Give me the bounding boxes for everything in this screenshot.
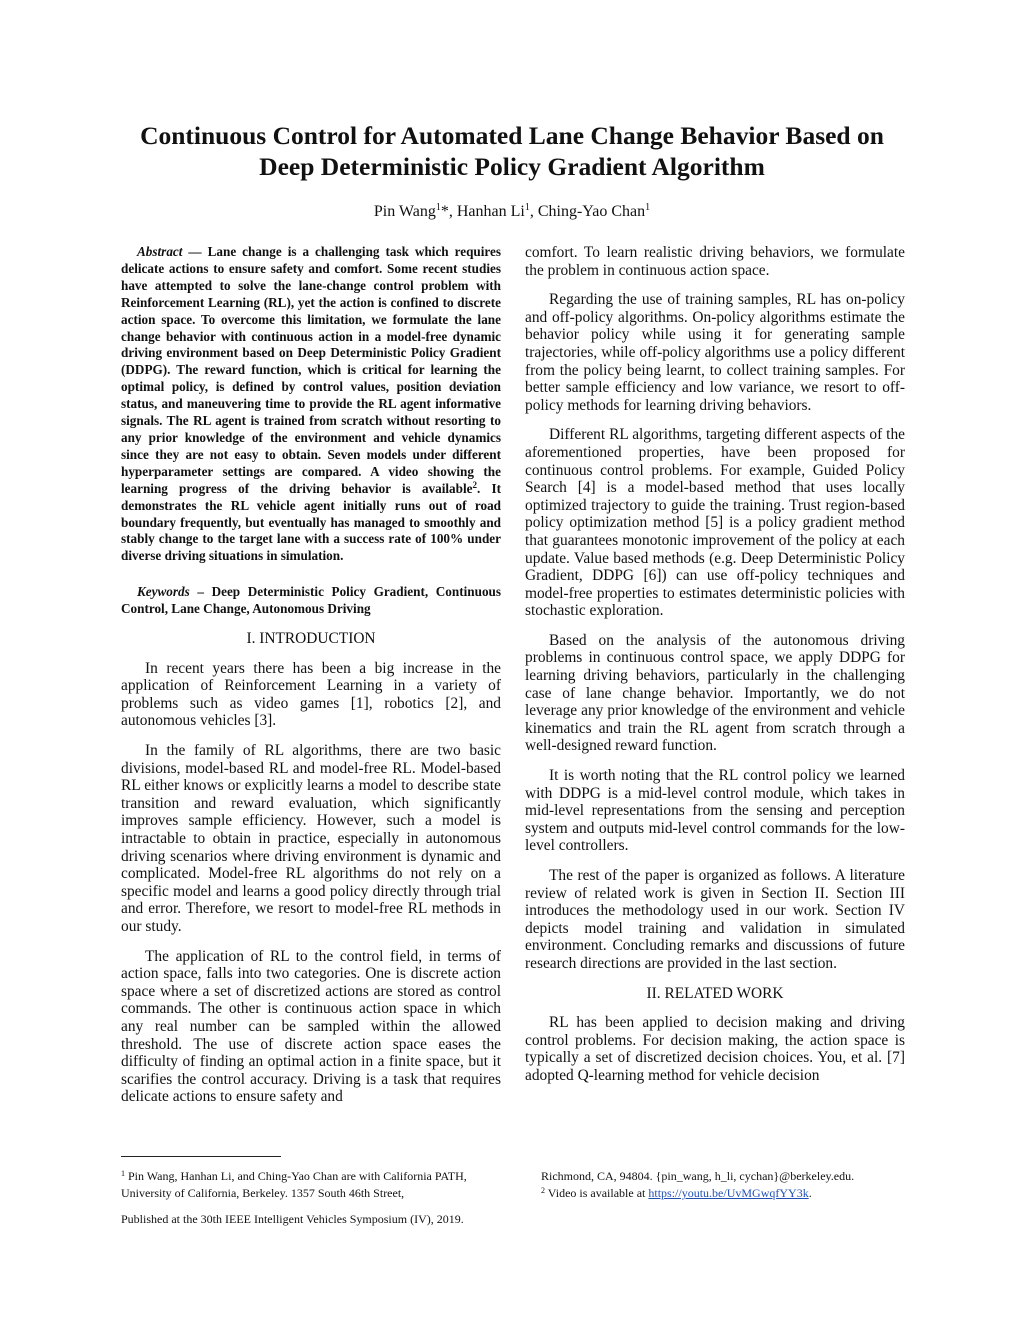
title-line-1: Continuous Control for Automated Lane Change Behavior Based on bbox=[140, 121, 884, 150]
left-column bbox=[121, 244, 501, 1106]
author-separator: , bbox=[529, 203, 538, 220]
abstract-text: Lane change is a challenging task which requires delicate actions to ensure safety and comfort. Some recent studies have attempted to solve the lane-change control problem with Reinforcement Learning (RL), yet the action is confined to discrete action space. To overcome this limitation, we formulate the lane change behavior with continuous action in a model-free dynamic driving environment based on Deep Deterministic Policy Gradient (DDPG). The reward function, which is critical for learning the optimal policy, is defined by control values, position deviation status, and maneuvering time to provide the RL agent informative signals. The RL agent is trained from scratch without resorting to any prior knowledge of the environment and vehicle dynamics since they are not easy to obtain. Seven models under different hyperparameter settings are compared. A video showing the learning progress of the driving behavior is available bbox=[121, 244, 502, 496]
paragraph: It is worth noting that the RL control policy we learned with DDPG is a mid-level control module, which takes in mid-level representations from the sensing and perception system and outputs mid-level control commands for the low-level controllers. bbox=[525, 767, 905, 855]
author-affiliation: 1 bbox=[524, 202, 530, 213]
footnote-1 bbox=[121, 1168, 501, 1202]
section-heading-introduction: I. INTRODUCTION bbox=[246, 630, 376, 648]
paragraph: In the family of RL algorithms, there are two basic divisions, model-based RL and model-free RL. Model-based RL either knows or explicitly learns a model to describe state transition and reward evaluation, which significantly improves sample efficiency. However, such a model is intractable to obtain in practice, especially in autonomous driving scenarios where driving environment is dynamic and complicated. Model-free RL algorithms do not rely on a specific model and learns a good policy directly through trial and error. Therefore, we resort to model-free RL methods in our study. bbox=[121, 742, 501, 935]
footnote-2 bbox=[541, 1185, 921, 1202]
paragraph: The rest of the paper is organized as follows. A literature review of related work is given in Section II. Section III introduces the methodology used in our work. Section IV depicts model training and validation in simulated environment. Concluding remarks and discussions of future research directions are provided in the last section. bbox=[525, 867, 905, 972]
author-affiliation: 1 bbox=[645, 202, 651, 213]
abstract bbox=[121, 244, 501, 565]
footnote-1-continued: Richmond, CA, 94804. {pin_wang, h_li, cychan}@berkeley.edu. bbox=[541, 1169, 855, 1183]
abstract-tail: . It demonstrates the RL vehicle agent initially runs out of road boundary frequently, but eventually has managed to smoothly and stably change to the target lane with a success rate of 100% under diverse driving situations in simulation. bbox=[121, 480, 501, 564]
footnote-text: Video is available at bbox=[547, 1186, 649, 1200]
author-separator: *, bbox=[440, 203, 457, 220]
author-name: Ching-Yao Chan bbox=[537, 203, 646, 220]
keywords bbox=[121, 584, 501, 618]
footnote-number: 1 bbox=[121, 1169, 125, 1178]
author-affiliation: 1 bbox=[435, 202, 441, 213]
author-list bbox=[0, 202, 1024, 222]
paragraph: In recent years there has been a big increase in the application of Reinforcement Learning in a variety of problems such as video games [1], robotics [2], and autonomous vehicles [3]. bbox=[121, 659, 501, 730]
abstract-separator: — bbox=[182, 244, 208, 259]
author-name: Pin Wang bbox=[373, 203, 436, 220]
paragraph: comfort. To learn realistic driving behaviors, we formulate the problem in continuous action space. bbox=[525, 244, 905, 279]
paragraph: RL has been applied to decision making and driving control problems. For decision making, the action space is typically a set of discretized decision choices. You, et al. [7] adopted Q-learning method for vehicle decision bbox=[525, 1014, 905, 1084]
paragraph: Based on the analysis of the autonomous driving problems in continuous control space, we apply DDPG for learning driving behaviors, particularly in the challenging case of lane change behavior. Importantly, we do not leverage any prior knowledge of the environment and vehicle kinematics and train the RL agent from scratch through a well-designed reward function. bbox=[525, 631, 905, 755]
keywords-separator: – bbox=[189, 584, 212, 600]
section-heading-related-work: II. RELATED WORK bbox=[646, 984, 784, 1002]
title-line-2: Deep Deterministic Policy Gradient Algorithm bbox=[259, 152, 765, 181]
author-name: Hanhan Li bbox=[456, 203, 525, 220]
abstract-label: Abstract bbox=[137, 244, 183, 259]
footnote-1-continued-and-2 bbox=[541, 1168, 921, 1202]
abstract-footnote-ref: 2 bbox=[472, 479, 477, 490]
footnote-number: 2 bbox=[541, 1186, 545, 1195]
keywords-label: Keywords bbox=[137, 584, 190, 600]
paragraph: Different RL algorithms, targeting different aspects of the aforementioned properties, have been proposed for continuous control problems. For example, Guided Policy Search [4] is a model-based method that uses locally optimized trajectory to guide the training. Trust region-based policy optimization method [5] is a policy gradient method that guarantees monotonic improvement of the policy at each update. Value based methods (e.g. Deep Deterministic Policy Gradient, DDPG [6]) can use off-policy techniques and model-free properties to estimates deterministic policies with stochastic exploration. bbox=[525, 426, 905, 620]
publication-note: Published at the 30th IEEE Intelligent Vehicles Symposium (IV), 2019. bbox=[121, 1212, 464, 1226]
footnote-divider bbox=[121, 1156, 281, 1157]
right-column bbox=[525, 244, 905, 1085]
footnote-text: Pin Wang, Hanhan Li, and Ching-Yao Chan are with California PATH, University of California, Berkeley. 1357 South 46th Street, bbox=[121, 1169, 467, 1200]
keywords-text: Deep Deterministic Policy Gradient, Continuous Control, Lane Change, Autonomous Driving bbox=[121, 584, 502, 617]
footnote-period: . bbox=[808, 1186, 812, 1200]
paragraph: The application of RL to the control field, in terms of action space, falls into two categories. One is discrete action space where a set of discretized actions are stored as control commands. The other is continuous action space in which any real number can be sampled within the allowed threshold. The use of discrete action space eases the difficulty of finding an optimal action in a finite space, but it scarifies the control accuracy. Driving is a task that requires delicate actions to ensure safety and bbox=[121, 947, 501, 1106]
paper-title bbox=[80, 120, 944, 182]
paragraph: Regarding the use of training samples, RL has on-policy and off-policy algorithms. On-policy algorithms estimate the behavior policy while using it for generating sample trajectories, while off-policy algorithms use a policy different from the policy being learnt, to collect training samples. For better sample efficiency and low variance, we resort to off-policy methods for learning driving behaviors. bbox=[525, 291, 905, 414]
video-link[interactable]: https://youtu.be/UvMGwqfYY3k bbox=[648, 1186, 809, 1200]
